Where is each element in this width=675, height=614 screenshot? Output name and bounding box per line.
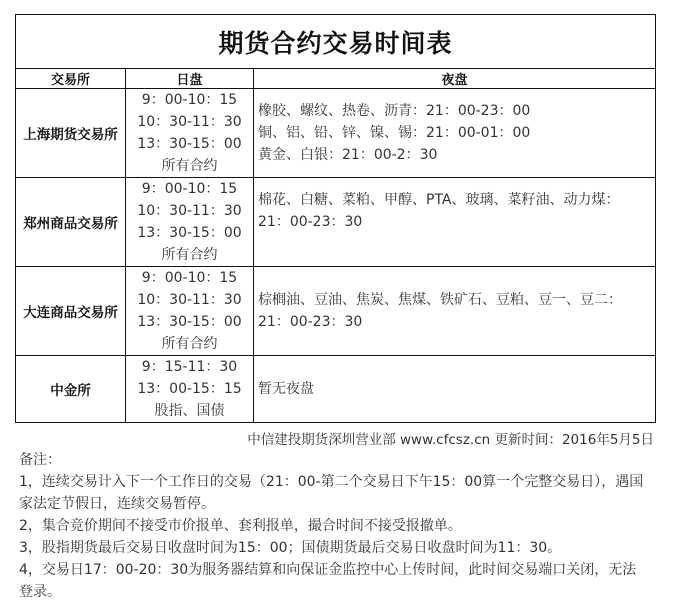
notes-heading: 备注： <box>19 452 61 468</box>
table-row-cffex <box>16 356 656 423</box>
day-session-line: 10：30-11：30 <box>137 114 242 130</box>
column-header-day-session: 日盘 <box>126 69 254 89</box>
night-session-line: 暂无夜盘 <box>258 381 314 397</box>
day-session-line: 13：30-15：00 <box>137 136 242 152</box>
day-session-line: 9：00-10：15 <box>141 181 238 197</box>
note-item: 3，股指期货最后交易日收盘时间为15：00；国债期货最后交易日收盘时间为11：30。 <box>19 540 562 556</box>
source-and-update-date: 中信建投期货深圳营业部 www.cfcsz.cn 更新时间：2016年5月5日 <box>247 432 654 448</box>
exchange-name: 郑州商品交易所 <box>16 178 126 267</box>
day-session-line: 9：00-10：15 <box>141 270 238 286</box>
column-header-row <box>16 69 656 89</box>
column-header-exchange: 交易所 <box>16 69 126 89</box>
table-row-shfe <box>16 89 656 178</box>
night-session-line: 橡胶、螺纹、热卷、沥青：21：00-23：00 <box>258 103 531 119</box>
day-session-scope: 所有合约 <box>161 336 218 352</box>
day-session-line: 13：30-15：00 <box>137 225 242 241</box>
day-session-line: 9：00-10：15 <box>141 92 238 108</box>
note-item: 2，集合竞价期间不接受市价报单、套利报单，撮合时间不接受报撤单。 <box>19 518 462 534</box>
note-item: 1，连续交易计入下一个工作日的交易（21：00-第二个交易日下午15：00算一个完整交易日），遇国家法定节假日，连续交易暂停。 <box>19 474 644 512</box>
day-session-cell <box>126 267 254 356</box>
day-session-line: 10：30-11：30 <box>137 203 242 219</box>
night-session-line: 铜、铝、铅、锌、镍、锡：21：00-01：00 <box>258 125 531 141</box>
day-session-line: 13：00-15：15 <box>137 381 242 397</box>
day-session-cell <box>126 89 254 178</box>
day-session-scope: 所有合约 <box>161 158 218 174</box>
night-session-cell <box>254 356 656 423</box>
day-session-scope: 股指、国债 <box>154 403 225 419</box>
exchange-name: 大连商品交易所 <box>16 267 126 356</box>
night-session-line: 21：00-23：30 <box>258 314 363 330</box>
table-row-dce <box>16 267 656 356</box>
table-row-zce <box>16 178 656 267</box>
note-item: 4，交易日17：00-20：30为服务器结算和向保证金监控中心上传时间，此时间交易端口关闭，无法登录。 <box>19 562 637 600</box>
night-session-line: 棕榈油、豆油、焦炭、焦煤、铁矿石、豆粕、豆一、豆二： <box>258 292 622 308</box>
exchange-name: 上海期货交易所 <box>16 89 126 178</box>
table-title: 期货合约交易时间表 <box>16 15 656 69</box>
trading-hours-table <box>15 14 656 423</box>
day-session-scope: 所有合约 <box>161 247 218 263</box>
night-session-cell <box>254 178 656 267</box>
day-session-line: 9：15-11：30 <box>141 359 238 375</box>
night-session-line: 黄金、白银：21：00-2：30 <box>258 147 438 163</box>
night-session-line: 棉花、白糖、菜粕、甲醇、PTA、玻璃、菜籽油、动力煤： <box>258 192 620 208</box>
night-session-cell <box>254 267 656 356</box>
exchange-name: 中金所 <box>16 356 126 423</box>
day-session-line: 10：30-11：30 <box>137 292 242 308</box>
title-row <box>16 15 656 69</box>
notes-section <box>19 449 649 603</box>
day-session-line: 13：30-15：00 <box>137 314 242 330</box>
column-header-night-session: 夜盘 <box>254 69 656 89</box>
night-session-cell <box>254 89 656 178</box>
day-session-cell <box>126 356 254 423</box>
night-session-line: 21：00-23：30 <box>258 214 363 230</box>
day-session-cell <box>126 178 254 267</box>
